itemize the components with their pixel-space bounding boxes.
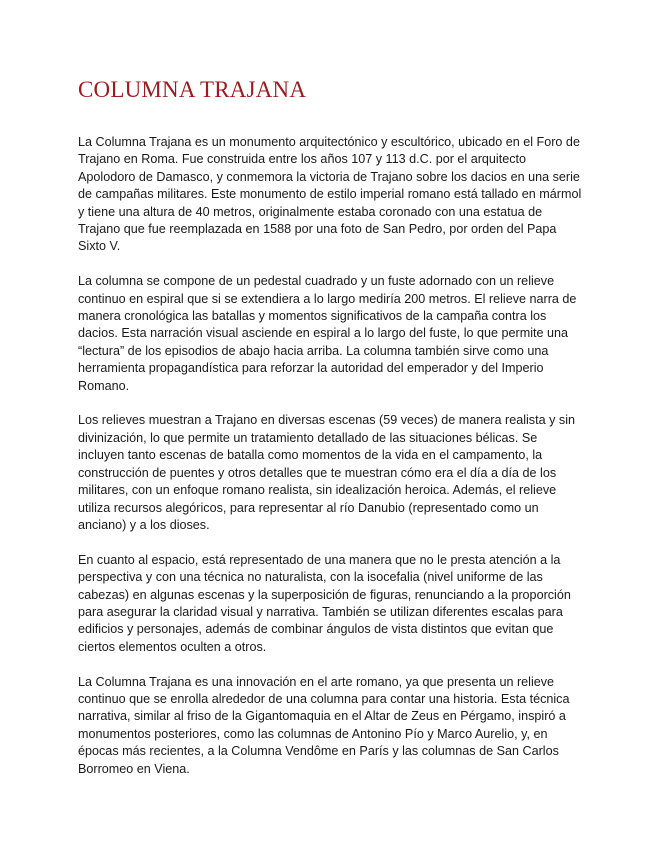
paragraph-space: En cuanto al espacio, está representado de una manera que no le presta atención a la perspectiva y con una técnica no naturalista, con la isocefalia (nivel uniforme de las cabezas) en algunas escenas y la superposición de figuras, renunciando a la proporción para asegurar la claridad visual y narrativa. También se utilizan diferentes escalas para edificios y personajes, además de combinar ángulos de vista distintos que evitan que ciertos elementos oculten a otros. <box>78 552 571 654</box>
paragraph-intro: La Columna Trajana es un monumento arquitectónico y escultórico, ubicado en el Foro de Trajano en Roma. Fue construida entre los años 107 y 113 d.C. por el arquitecto Apolodoro de Damasco, y conmemora la victoria de Trajano sobre los dacios en una serie de campañas militares. Este monumento de estilo imperial romano está tallado en mármol y tiene una altura de 40 metros, originalmente estaba coronado con una estatua de Trajano que fue reemplazada en 1588 por una foto de San Pedro, por orden del Papa Sixto V. <box>78 135 582 254</box>
paragraph-legacy: La Columna Trajana es una innovación en el arte romano, ya que presenta un relieve continuo que se enrolla alrededor de una columna para contar una historia. Esta técnica narrativa, similar al friso de la Gigantomaquia en el Altar de Zeus en Pérgamo, inspiró a monumentos posteriores, como las columnas de Antonino Pío y Marco Aurelio, y, en épocas más recientes, a la Columna Vendôme en París y las columnas de San Carlos Borromeo en Viena. <box>78 674 570 776</box>
document-body <box>78 134 583 795</box>
document-title: COLUMNA TRAJANA <box>78 77 307 102</box>
paragraph-structure: La columna se compone de un pedestal cuadrado y un fuste adornado con un relieve continuo en espiral que si se extendiera a lo largo mediría 200 metros. El relieve narra de manera cronológica las batallas y momentos significativos de la campaña contra los dacios. Esta narración visual asciende en espiral a lo largo del fuste, lo que permite una “lectura” de los episodios de abajo hacia arriba. La columna también sirve como una herramienta propagandística para reforzar la autoridad del emperador y del Imperio Romano. <box>78 274 577 393</box>
paragraph-reliefs: Los relieves muestran a Trajano en diversas escenas (59 veces) de manera realista y sin divinización, lo que permite un tratamiento detallado de las situaciones bélicas. Se incluyen tanto escenas de batalla como momentos de la vida en el campamento, la construcción de puentes y otros detalles que te muestran cómo era el día a día de los militares, con un enfoque romano realista, sin idealización heroica. Además, el relieve utiliza recursos alegóricos, para representar al río Danubio (representado como un anciano) y a los dioses. <box>78 413 575 532</box>
